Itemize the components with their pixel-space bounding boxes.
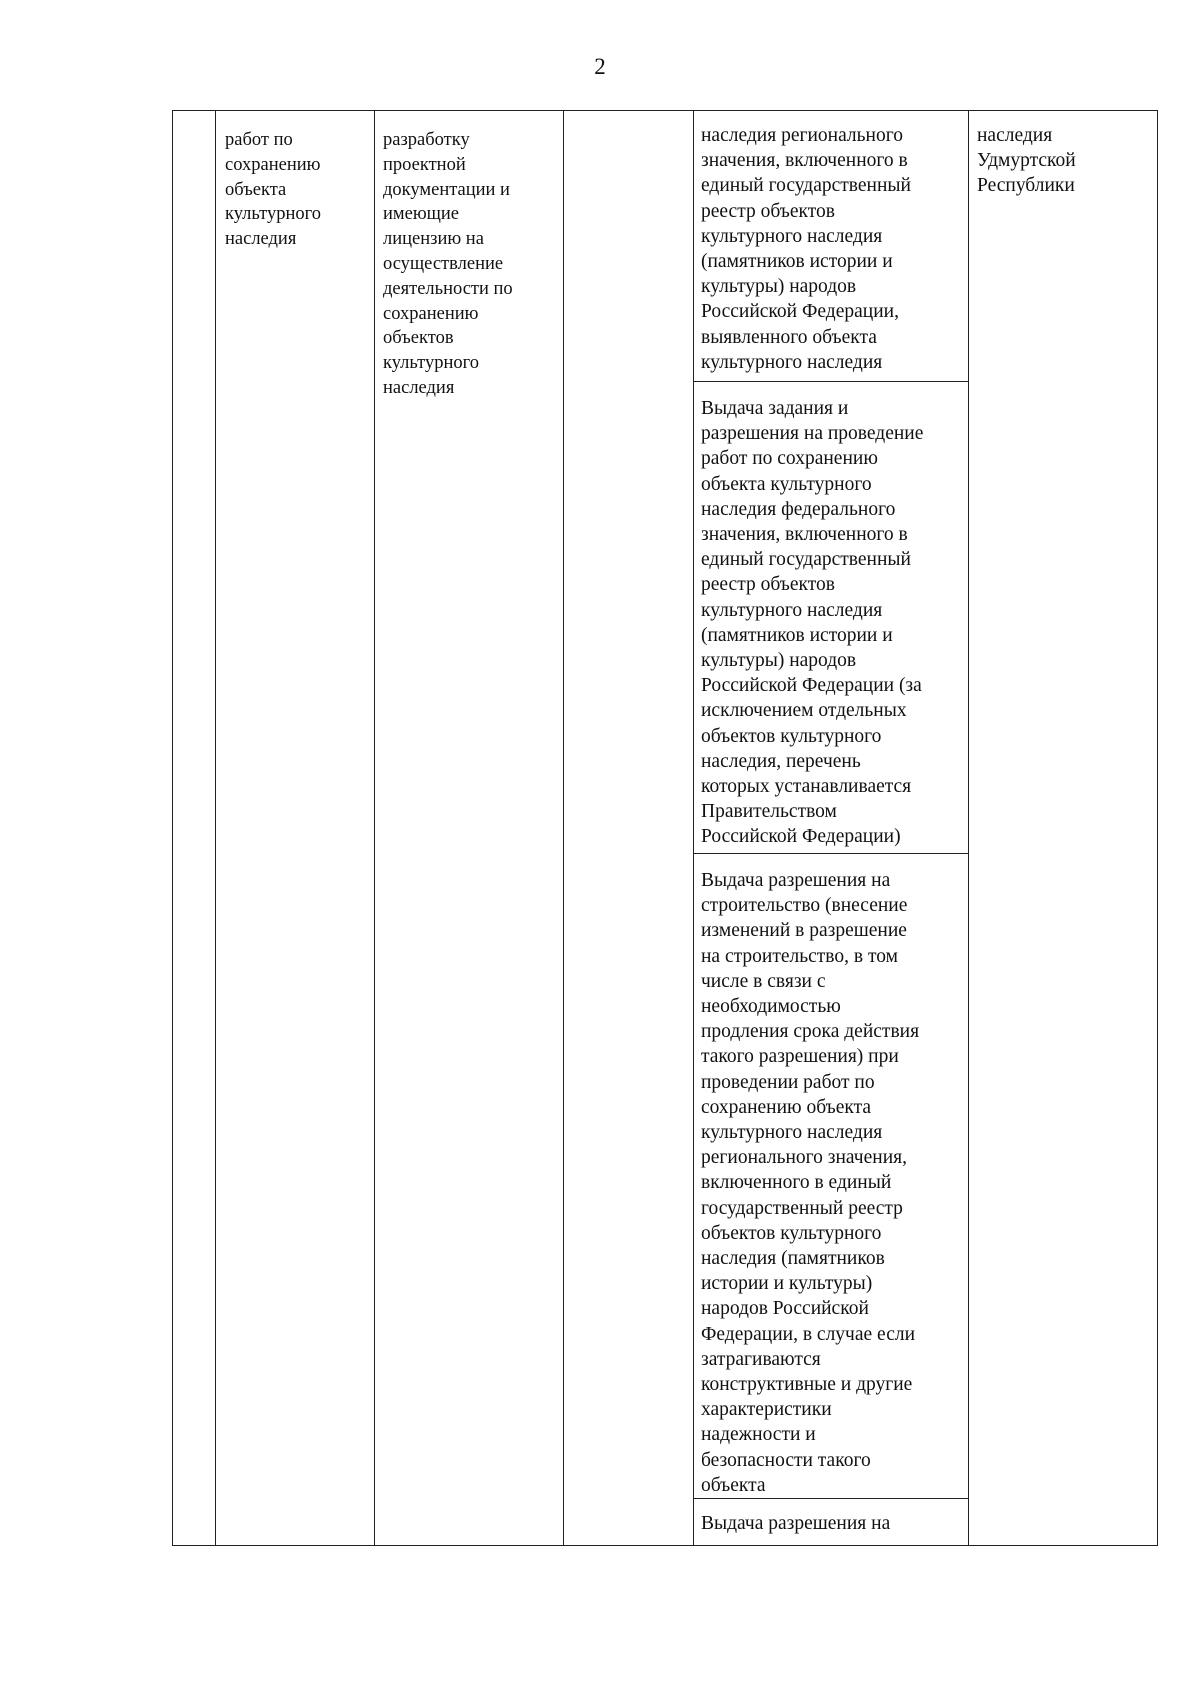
service-entry — [694, 382, 968, 854]
authority-cell — [969, 111, 1158, 1546]
service-entry-text: Выдача разрешения на строительство (внесение изменений в разрешение на строительство, в том числе в связи с необходимостью продления срока действия такого разрешения) при проведении работ по сохранению объекта культурного наследия регионального значения, включенного в единый государственный реестр объектов культурного наследия (памятников истории и культуры) народов Российской Федерации, в случае если затрагиваются конструктивные и другие характеристики надежности и безопасности такого объекта — [701, 870, 920, 1496]
service-list — [694, 111, 968, 1545]
applicant-cell — [375, 111, 564, 1546]
empty-cell — [564, 111, 694, 1546]
work-type-text: работ по сохранению объекта культурного наследия — [225, 130, 321, 250]
service-entry — [694, 111, 968, 382]
page-number: 2 — [594, 54, 606, 79]
service-entry-text: Выдача задания и разрешения на проведение работ по сохранению объекта культурного наследия федерального значения, включенного в единый государственный реестр объектов культурного наследия (памятников истории и культуры) народов Российской Федерации (за исключением отдельных объектов культурного наследия, перечень которых устанавливается Правительством Российской Федерации) — [701, 398, 924, 848]
service-entry-text: Выдача разрешения на — [701, 1513, 891, 1534]
authority-text: наследия Удмуртской Республики — [977, 125, 1076, 197]
work-type-cell — [216, 111, 375, 1546]
table-row — [173, 111, 1158, 1546]
services-table — [172, 110, 1158, 1546]
number-cell — [173, 111, 216, 1546]
service-entry — [694, 1499, 968, 1545]
service-list-cell — [694, 111, 969, 1546]
service-entry — [694, 854, 968, 1499]
service-entry-text: наследия регионального значения, включенного в единый государственный реестр объектов культурного наследия (памятников истории и культуры) народов Российской Федерации, выявленного объекта культурного наследия — [701, 125, 911, 373]
applicant-text: разработку проектной документации и имеющие лицензию на осуществление деятельности по сохранению объектов культурного наследия — [383, 130, 513, 398]
